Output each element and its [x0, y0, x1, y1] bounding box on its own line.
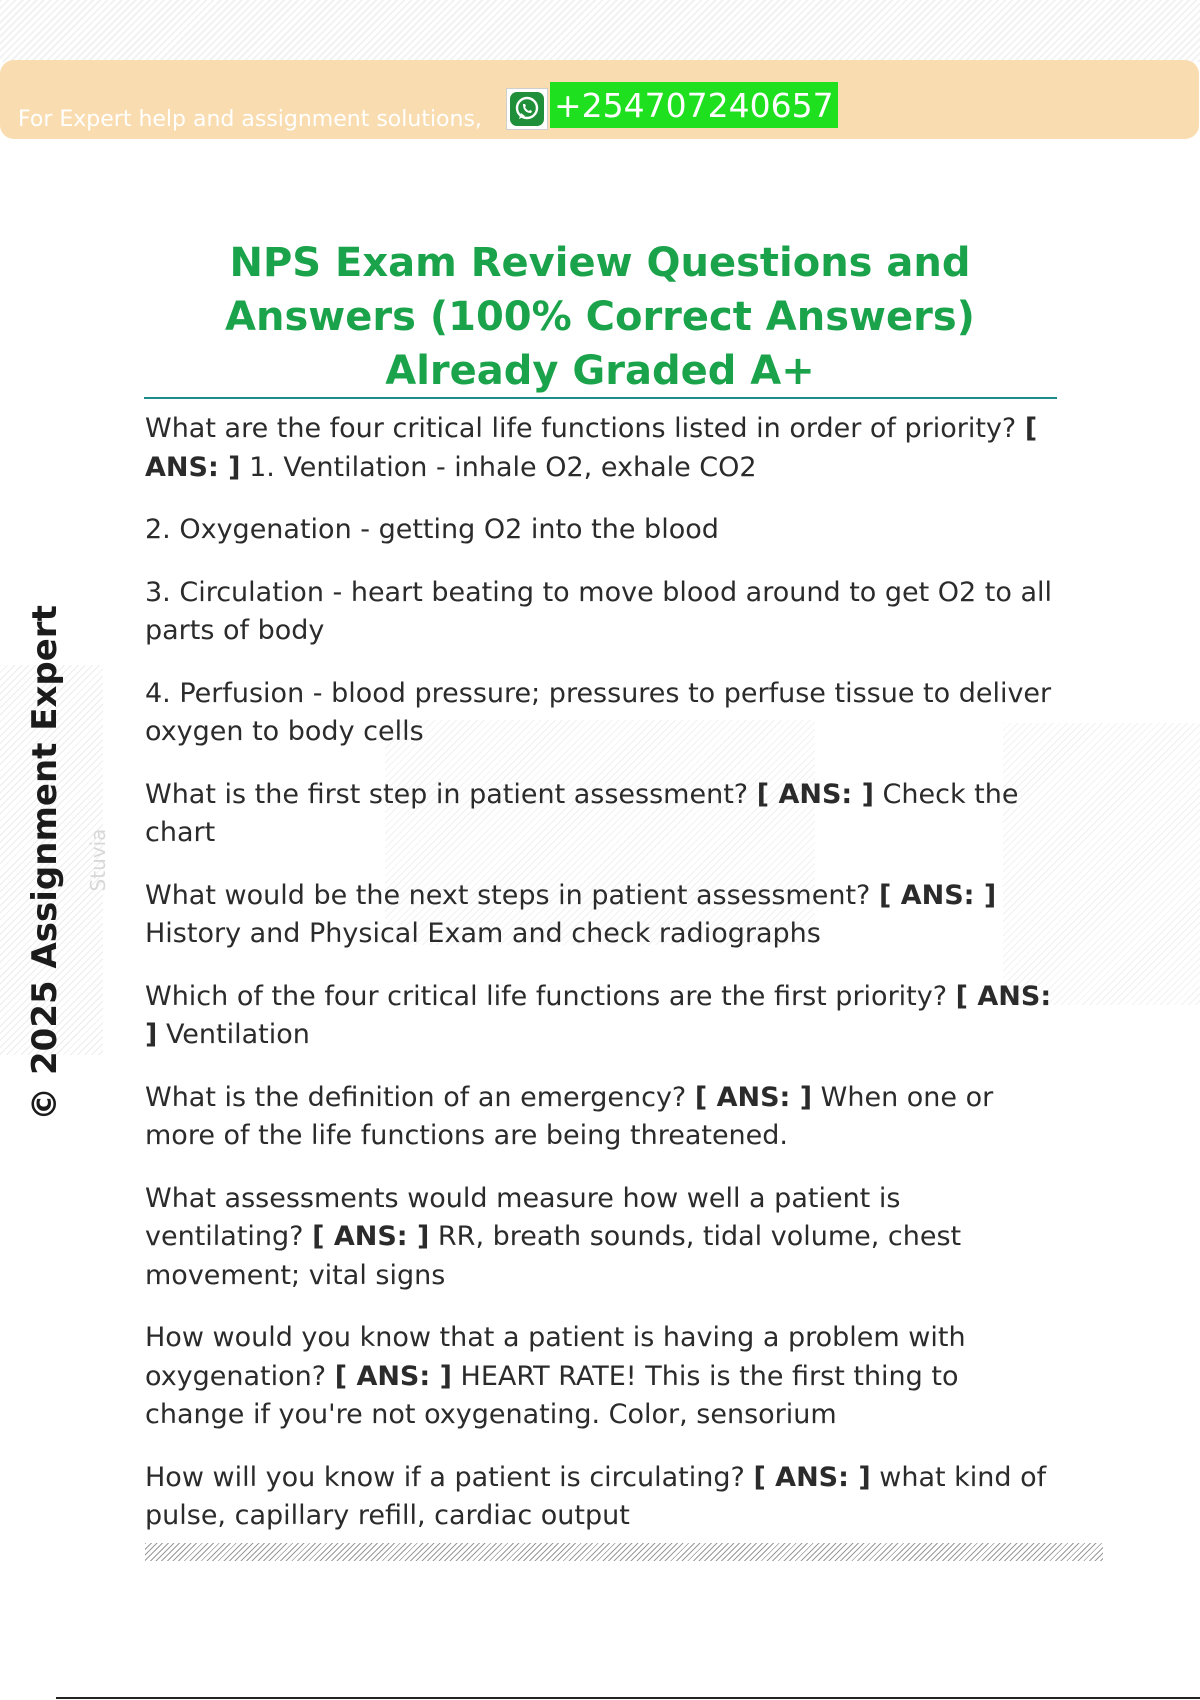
document-title: NPS Exam Review Questions and Answers (100% Correct Answers) Already Graded A+: [225, 240, 975, 394]
qa-item: [145, 574, 1060, 651]
footer-divider: [56, 1697, 1200, 1699]
qa-item: [145, 1319, 1060, 1435]
faint-watermark-text: Stuvia: [86, 828, 110, 892]
phone-number[interactable]: +254707240657: [550, 82, 838, 128]
qa-content: [145, 410, 1060, 1560]
question-text: What would be the next steps in patient assessment?: [145, 879, 871, 911]
qa-item: [145, 1079, 1060, 1156]
qa-item: [145, 978, 1060, 1055]
question-text: How will you know if a patient is circulating?: [145, 1461, 745, 1493]
question-text: What is the definition of an emergency?: [145, 1081, 687, 1113]
answer-label: [ ANS: ]: [145, 980, 1052, 1050]
question-text: How would you know that a patient is having a problem with oxygenation?: [145, 1322, 966, 1392]
banner-text: For Expert help and assignment solutions,: [18, 107, 482, 132]
qa-item: [145, 511, 1060, 550]
answer-text: When one or more of the life functions are being threatened.: [145, 1081, 994, 1151]
answer-text: Check the chart: [145, 778, 1019, 848]
question-text: What are the four critical life functions listed in order of priority?: [145, 413, 1017, 444]
answer-text: HEART RATE! This is the first thing to change if you're not oxygenating. Color, sensorium: [145, 1360, 959, 1430]
answer-text: RR, breath sounds, tidal volume, chest movement; vital signs: [145, 1221, 962, 1291]
bottom-hatch-bar: [145, 1543, 1103, 1561]
answer-text: 1. Ventilation - inhale O2, exhale CO2: [249, 451, 757, 483]
answer-label: [ ANS: ]: [334, 1360, 452, 1392]
question-text: What is the first step in patient assessment?: [145, 778, 749, 810]
qa-item: [145, 1180, 1060, 1296]
answer-text: 2. Oxygenation - getting O2 into the blood: [145, 514, 719, 545]
answer-label: [ ANS: ]: [145, 413, 1038, 483]
title-divider: [144, 397, 1057, 399]
qa-item: [145, 410, 1060, 487]
copyright-watermark: © 2025 Assignment Expert: [25, 605, 65, 1121]
answer-label: [ ANS: ]: [753, 1461, 871, 1493]
qa-item: [145, 877, 1060, 954]
answer-text: History and Physical Exam and check radiographs: [145, 918, 821, 949]
qa-item: [145, 776, 1060, 853]
answer-text: 4. Perfusion - blood pressure; pressures to perfuse tissue to deliver oxygen to body cells: [145, 677, 1052, 747]
top-watermark-stripe: [0, 0, 1200, 62]
answer-label: [ ANS: ]: [756, 778, 874, 810]
answer-label: [ ANS: ]: [694, 1081, 813, 1113]
qa-item: [145, 675, 1060, 752]
question-text: Which of the four critical life functions are the first priority?: [145, 980, 948, 1012]
qa-item: [145, 1459, 1060, 1536]
answer-text: 3. Circulation - heart beating to move blood around to get O2 to all parts of body: [145, 576, 1053, 646]
answer-label: [ ANS: ]: [312, 1221, 430, 1252]
answer-text: what kind of pulse, capillary refill, cardiac output: [145, 1461, 1047, 1531]
answer-label: [ ANS: ]: [878, 879, 997, 911]
answer-text: Ventilation: [165, 1019, 310, 1050]
whatsapp-icon[interactable]: [506, 88, 548, 130]
question-text: What assessments would measure how well a patient is ventilating?: [145, 1182, 901, 1252]
